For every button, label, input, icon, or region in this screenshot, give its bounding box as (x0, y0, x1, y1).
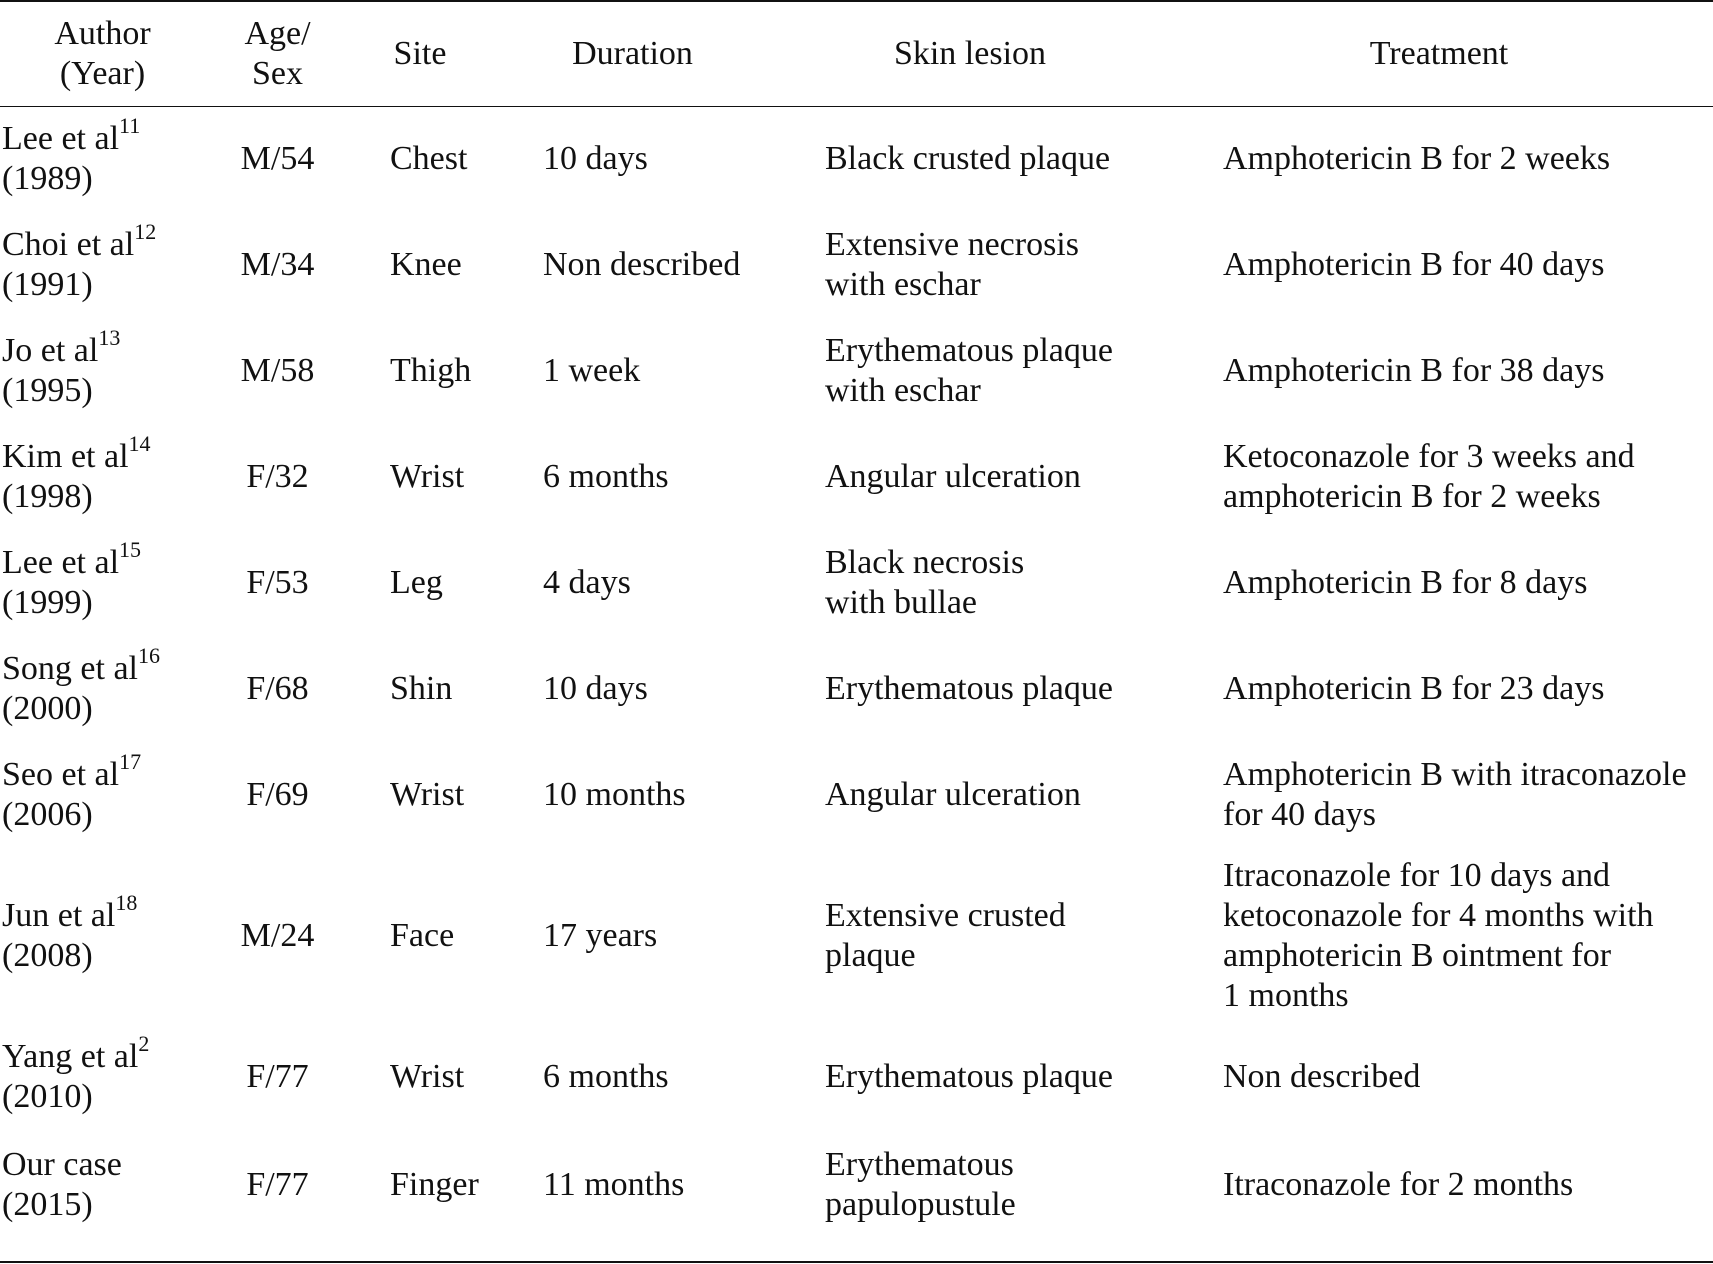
table-row (0, 848, 1713, 1024)
cell-skin-lesion-line: Angular ulceration (825, 776, 1081, 813)
cell-skin-lesion-line: plaque (825, 937, 916, 974)
header-sex-line: Sex (252, 55, 303, 92)
author-year: (2008) (2, 937, 93, 974)
author-year: (2006) (2, 796, 93, 833)
table-row (0, 1024, 1713, 1130)
cell-treatment-line: amphotericin B ointment for (1223, 937, 1612, 974)
header-site: Site (393, 35, 447, 72)
cell-treatment-line: Amphotericin B for 38 days (1223, 352, 1605, 389)
header-treatment: Treatment (1369, 35, 1509, 72)
cell-age: M/24 (240, 917, 315, 954)
cell-author (0, 318, 205, 424)
cell-skin-lesion (775, 106, 1165, 212)
cell-age: F/77 (246, 1166, 309, 1203)
header-age (205, 2, 350, 106)
cell-treatment (1165, 848, 1713, 1024)
table-header (0, 2, 1713, 106)
cell-age: F/77 (246, 1058, 309, 1095)
author-year: (1995) (2, 372, 93, 409)
cell-skin-lesion-line: with bullae (825, 584, 978, 621)
cell-age: F/32 (246, 458, 309, 495)
cell-skin-lesion-line: Erythematous (825, 1146, 1014, 1183)
cell-treatment-line: Itraconazole for 2 months (1223, 1166, 1574, 1203)
cell-skin-lesion-line: Extensive crusted (825, 897, 1066, 934)
cell-skin-lesion-line: Erythematous plaque (825, 1058, 1113, 1095)
author-name (2, 642, 205, 689)
cell-site: Wrist (390, 1058, 465, 1095)
cell-author (0, 848, 205, 1024)
author-name (2, 430, 205, 477)
author-name (2, 1145, 205, 1185)
author-name (2, 112, 205, 159)
header-age-line: Age/ (244, 15, 311, 52)
cell-treatment-line: amphotericin B for 2 weeks (1223, 478, 1601, 515)
table-row (0, 212, 1713, 318)
cell-skin-lesion-line: Black necrosis (825, 544, 1025, 581)
table-row (0, 424, 1713, 530)
table-body (0, 106, 1713, 1240)
reference-number: 12 (134, 218, 157, 244)
table-row (0, 636, 1713, 742)
header-author-line: Author (54, 15, 151, 52)
cell-age: M/58 (240, 352, 315, 389)
cell-skin-lesion (775, 530, 1165, 636)
cell-treatment-line: Amphotericin B for 8 days (1223, 564, 1588, 601)
cell-author (0, 212, 205, 318)
cell-site: Knee (390, 246, 462, 283)
reference-number: 13 (98, 324, 121, 350)
author-name (2, 324, 205, 371)
cell-duration: 6 months (543, 1058, 669, 1095)
cell-skin-lesion-line: with eschar (825, 266, 981, 303)
author-text: Song et al (2, 650, 138, 687)
cell-skin-lesion-line: papulopustule (825, 1186, 1016, 1223)
header-year-line: (Year) (59, 55, 146, 92)
author-text: Jo et al (2, 332, 99, 369)
cell-skin-lesion (775, 1024, 1165, 1130)
header-author (0, 2, 205, 106)
header-duration: Duration (572, 35, 693, 72)
author-year: (1991) (2, 266, 93, 303)
cell-skin-lesion (775, 848, 1165, 1024)
author-name (2, 748, 205, 795)
author-text: Jun et al (2, 897, 116, 934)
author-text: Our case (2, 1146, 122, 1183)
cell-site: Shin (390, 670, 453, 707)
cell-skin-lesion-line: Erythematous plaque (825, 332, 1113, 369)
table-row (0, 318, 1713, 424)
cell-site: Finger (390, 1166, 479, 1203)
author-year: (1998) (2, 478, 93, 515)
cell-age: M/54 (240, 140, 315, 177)
table-row (0, 530, 1713, 636)
author-name (2, 536, 205, 583)
cell-age: F/53 (246, 564, 309, 601)
cell-skin-lesion (775, 212, 1165, 318)
table-row (0, 742, 1713, 848)
cell-treatment-line: for 40 days (1223, 796, 1376, 833)
cell-treatment (1165, 318, 1713, 424)
author-text: Lee et al (2, 544, 120, 581)
author-text: Kim et al (2, 438, 129, 475)
cell-skin-lesion (775, 1130, 1165, 1240)
cell-site: Face (390, 917, 455, 954)
cell-duration: 11 months (543, 1166, 685, 1203)
cell-skin-lesion-line: with eschar (825, 372, 981, 409)
reference-number: 2 (138, 1030, 150, 1056)
author-text: Lee et al (2, 120, 120, 157)
cell-author (0, 636, 205, 742)
cell-treatment (1165, 1024, 1713, 1130)
author-name (2, 1030, 205, 1077)
reference-number: 15 (119, 536, 142, 562)
cell-site: Leg (390, 564, 443, 601)
author-year: (1989) (2, 160, 93, 197)
cell-treatment (1165, 212, 1713, 318)
cell-age: F/69 (246, 776, 309, 813)
cell-author (0, 742, 205, 848)
cell-treatment-line: 1 months (1223, 977, 1349, 1014)
author-year: (2000) (2, 690, 93, 727)
cell-site: Wrist (390, 776, 465, 813)
cell-duration: 4 days (543, 564, 631, 601)
author-year: (1999) (2, 584, 93, 621)
cell-treatment-line: Itraconazole for 10 days and (1223, 857, 1611, 894)
cell-author (0, 530, 205, 636)
cell-skin-lesion-line: Extensive necrosis (825, 226, 1079, 263)
cell-treatment (1165, 424, 1713, 530)
cell-treatment (1165, 530, 1713, 636)
cell-skin-lesion (775, 636, 1165, 742)
cell-duration: 10 days (543, 670, 648, 707)
cell-treatment-line: Amphotericin B with itraconazole (1223, 756, 1687, 793)
cell-age: M/34 (240, 246, 315, 283)
cell-duration: 1 week (543, 352, 641, 389)
reference-number: 18 (115, 889, 138, 915)
header-lesion: Skin lesion (893, 35, 1047, 72)
cell-site: Wrist (390, 458, 465, 495)
author-year: (2015) (2, 1186, 93, 1223)
cell-duration: 10 months (543, 776, 686, 813)
cell-skin-lesion-line: Black crusted plaque (825, 140, 1111, 177)
reference-number: 17 (119, 748, 142, 774)
cell-duration: Non described (543, 246, 741, 283)
author-text: Seo et al (2, 756, 120, 793)
author-name (2, 218, 205, 265)
cell-treatment (1165, 1130, 1713, 1240)
cell-duration: 6 months (543, 458, 669, 495)
reference-number: 11 (119, 112, 141, 138)
cell-treatment-line: Amphotericin B for 2 weeks (1223, 140, 1611, 177)
cell-skin-lesion-line: Angular ulceration (825, 458, 1081, 495)
author-name (2, 889, 205, 936)
author-text: Choi et al (2, 226, 135, 263)
cell-treatment (1165, 636, 1713, 742)
case-table (0, 2, 1713, 1240)
table-row (0, 106, 1713, 212)
cell-treatment-line: Non described (1223, 1058, 1421, 1095)
reference-number: 14 (128, 430, 151, 456)
cell-skin-lesion (775, 424, 1165, 530)
cell-age: F/68 (246, 670, 309, 707)
cell-author (0, 1130, 205, 1240)
table-bottom-rule (0, 1261, 1713, 1263)
reference-number: 16 (137, 642, 160, 668)
cell-site: Thigh (390, 352, 472, 389)
cell-author (0, 424, 205, 530)
cell-site: Chest (390, 140, 468, 177)
cell-treatment (1165, 742, 1713, 848)
cell-treatment-line: Amphotericin B for 23 days (1223, 670, 1605, 707)
cell-author (0, 1024, 205, 1130)
cell-skin-lesion (775, 742, 1165, 848)
cell-treatment-line: Amphotericin B for 40 days (1223, 246, 1605, 283)
cell-skin-lesion-line: Erythematous plaque (825, 670, 1113, 707)
author-text: Yang et al (2, 1038, 139, 1075)
author-year: (2010) (2, 1078, 93, 1115)
cell-treatment-line: ketoconazole for 4 months with (1223, 897, 1654, 934)
cell-duration: 10 days (543, 140, 648, 177)
cell-treatment-line: Ketoconazole for 3 weeks and (1223, 438, 1635, 475)
cell-treatment (1165, 106, 1713, 212)
cell-author (0, 106, 205, 212)
cell-skin-lesion (775, 318, 1165, 424)
table-row (0, 1130, 1713, 1240)
cell-duration: 17 years (543, 917, 658, 954)
